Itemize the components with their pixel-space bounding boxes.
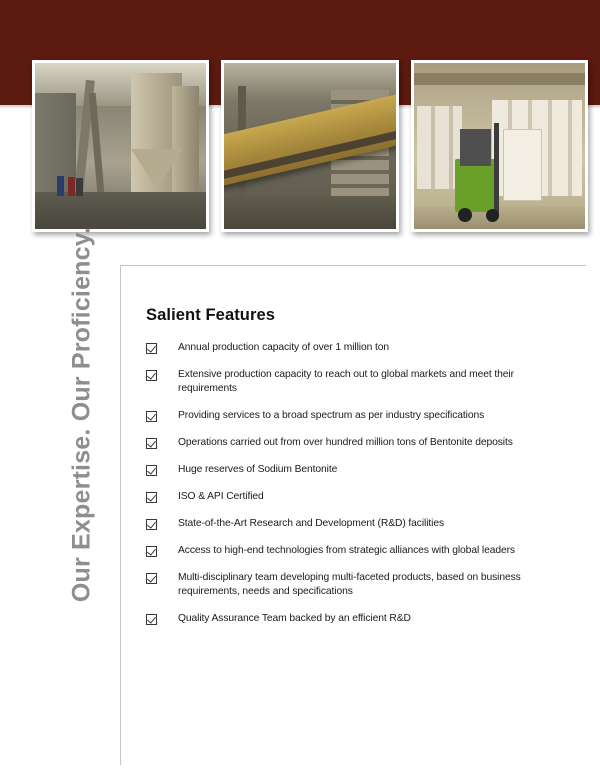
checkbox-icon	[146, 519, 157, 530]
feature-text: Providing services to a broad spectrum as per industry specifications	[178, 410, 485, 421]
feature-text: Operations carried out from over hundred million tons of Bentonite deposits	[178, 437, 513, 448]
feature-text: Access to high-end technologies from strategic alliances with global leaders	[178, 545, 515, 556]
feature-text: Annual production capacity of over 1 million ton	[178, 342, 389, 353]
list-item	[146, 463, 571, 477]
vertical-tagline: Our Expertise. Our Proficiency.	[67, 226, 96, 603]
photo-strip	[32, 60, 588, 232]
feature-text: ISO & API Certified	[178, 491, 264, 502]
forklift-bulk-bags-photo	[411, 60, 588, 232]
checkbox-icon	[146, 343, 157, 354]
list-item	[146, 517, 571, 531]
list-item	[146, 612, 571, 626]
checkbox-icon	[146, 614, 157, 625]
conveyor-belt-photo	[221, 60, 398, 232]
list-item	[146, 490, 571, 504]
grinding-mill-plant-photo	[32, 60, 209, 232]
list-item	[146, 544, 571, 558]
list-item	[146, 341, 571, 355]
features-list	[146, 341, 571, 639]
checkbox-icon	[146, 370, 157, 381]
list-item	[146, 368, 571, 396]
feature-text: Extensive production capacity to reach out to global markets and meet their requirements	[178, 369, 514, 394]
list-item	[146, 571, 571, 599]
salient-features-card	[120, 265, 586, 765]
feature-text: Quality Assurance Team backed by an efficient R&D	[178, 613, 411, 624]
checkbox-icon	[146, 438, 157, 449]
list-item	[146, 409, 571, 423]
checkbox-icon	[146, 465, 157, 476]
checkbox-icon	[146, 411, 157, 422]
feature-text: Huge reserves of Sodium Bentonite	[178, 464, 338, 475]
feature-text: State-of-the-Art Research and Development (R&D) facilities	[178, 518, 445, 529]
checkbox-icon	[146, 492, 157, 503]
feature-text: Multi-disciplinary team developing multi-faceted products, based on business requirements, needs and specifications	[178, 572, 521, 597]
checkbox-icon	[146, 546, 157, 557]
checkbox-icon	[146, 573, 157, 584]
section-title: Salient Features	[146, 306, 276, 324]
list-item	[146, 436, 571, 450]
